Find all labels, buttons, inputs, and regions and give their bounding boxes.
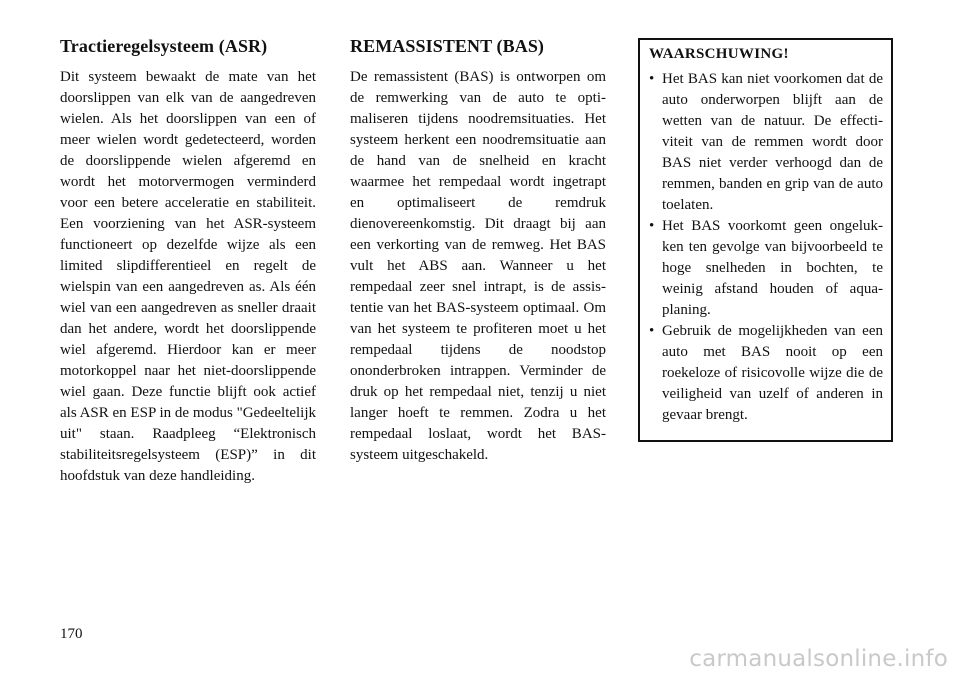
- warning-item-text: Het BAS voorkomt geen ongelukken ten gevolge van bijvoorbeeld te hoge snelheden in bochten, te weinig afstand houden of aquaplaning.: [662, 218, 883, 318]
- warning-item-text: Het BAS kan niet voorkomen dat de auto onderworpen blijft aan de wetten van de natuur. De effectiviteit van de remmen wordt door BAS niet verder verhoogd dan de remmen, banden en grip van de auto toelaten.: [662, 71, 883, 213]
- warning-item-text: Gebruik de mogelijkheden van een auto met BAS nooit op een roekeloze of risicovolle wijze die de veiligheid van uzelf of anderen in gevaar brengt.: [662, 323, 883, 423]
- section-text-asr: Dit systeem bewaakt de mate van het doorslippen van elk van de aangedreven wielen. Als het doorslippen van een of meer wielen wordt gedetecteerd, worden de doorslippende wielen afgeremd en wordt het motorvermogen verminderd voor een betere acceleratie en stabiliteit. Een voorziening van het ASR-systeem functioneert op dezelfde wijze als een limited slipdifferentieel en regelt de wielspin van een aangedreven as. Als één wiel van een aangedreven as sneller draait dan het andere, wordt het doorslippende wiel afgeremd. Hierdoor kan er meer motorkoppel naar het niet-doorslippende wiel gaan. Deze functie blijft ook actief als ASR en ESP in de modus "Gedeeltelijk uit" staan. Raadpleeg “Elektronisch stabiliteitsregelsysteem (ESP)” in dit hoofdstuk van deze handleiding.: [60, 69, 316, 484]
- bullet-icon: •: [649, 71, 655, 87]
- section-text-bas: De remassistent (BAS) is ontworpen om de remwerking van de auto te optimaliseren tijdens noodremsituaties. Het systeem herkent een noodremsituatie aan de hand van de snelheid en kracht waarmee het rempedaal wordt ingetrapt en optimaliseert de remdruk dienovereenkomstig. Dit draagt bij aan een verkorting van de remweg. Het BAS vult het ABS aan. Wanneer u het rempedaal zeer snel intrapt, is de assistentie van het BAS-systeem optimaal. Om van het systeem te profiteren moet u het rempedaal tijdens de noodstop ononderbroken intrappen. Verminder de druk op het rempedaal niet, tenzij u niet langer hoeft te remmen. Zodra u het rempedaal loslaat, wordt het BAS-systeem uitgeschakeld.: [350, 69, 606, 463]
- section-asr: [60, 36, 316, 487]
- page-number: 170: [60, 626, 83, 642]
- warning-title: WAARSCHUWING!: [649, 46, 789, 62]
- section-title-bas: REMASSISTENT (BAS): [350, 36, 545, 56]
- section-title-asr: Tractieregelsysteem (ASR): [60, 36, 268, 56]
- warning-item: [649, 321, 883, 426]
- watermark: carmanualsonline.info: [689, 646, 948, 672]
- bullet-icon: •: [649, 323, 655, 339]
- warning-list: [649, 69, 883, 426]
- warning-item: [649, 69, 883, 216]
- warning-box: [638, 38, 893, 442]
- section-bas: [350, 36, 606, 466]
- bullet-icon: •: [649, 218, 655, 234]
- warning-item: [649, 216, 883, 321]
